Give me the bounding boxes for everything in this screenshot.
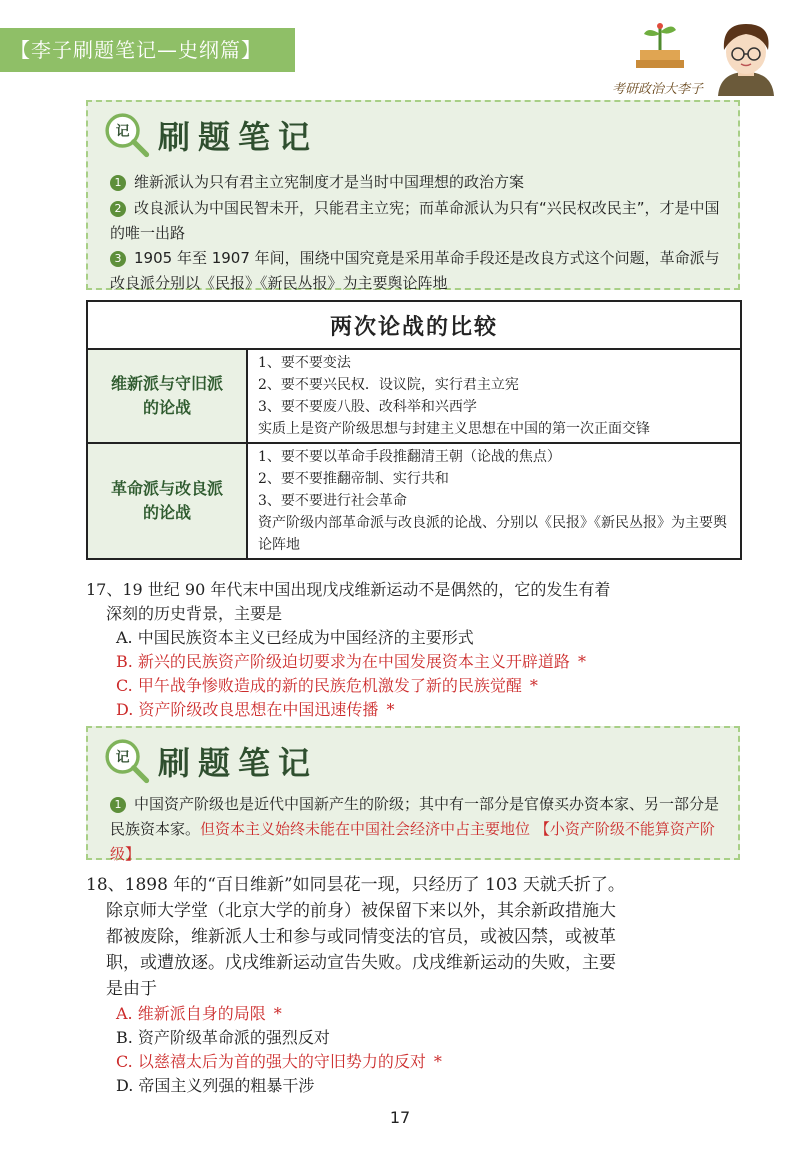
question-stem: 18、1898 年的“百日维新”如同昙花一现，只经历了 103 天就夭折了。 除京师大学堂（北京大学的前身）被保留下来以外，其余新政措施大 都被废除，维新派人士和参与或同情变法的官员，或被囚禁，或被革 职，或遭放逐。戊戌维新运动宣告失败。戊戌维新运动的失败，主要 是由于 [86,875,625,999]
correct-mark: * [577,652,586,671]
question-18 [86,872,746,1098]
option-b[interactable]: B. 资产阶级革命派的强烈反对 [116,1028,330,1047]
correct-mark: * [529,676,538,695]
table-row [87,443,741,559]
note-item: 3 1905 年至 1907 年间，围绕中国究竟是采用革命手段还是改良方式这个问题，革命派与改良派分别以《民报》《新民丛报》为主要舆论阵地 [110,249,720,292]
note-item: 1 维新派认为只有君主立宪制度才是当时中国理想的政治方案 [110,170,722,195]
number-badge: 2 [110,201,126,217]
note-magnifier-icon [98,736,154,784]
row-content: 1、要不要以革命手段推翻清王朝（论战的焦点） 2、要不要推翻帝制、实行共和 3、要不要进行社会革命 资产阶级内部革命派与改良派的论战、分别以《民报》《新民丛报》为主要舆论阵地 [247,443,741,559]
svg-text:记: 记 [115,123,130,140]
bracket-note: 【小资产阶级不能算资产阶级】 [110,820,715,863]
note-box-1 [86,100,740,290]
option-a[interactable]: A. 维新派自身的局限 * [116,1004,282,1023]
header-banner: 【李子刷题笔记—史纲篇】 [0,28,295,72]
option-d[interactable]: D. 帝国主义列强的粗暴干涉 [116,1076,315,1095]
note-title: 刷题笔记 [158,118,319,156]
row-label: 革命派与改良派 的论战 [87,443,247,559]
note-magnifier-icon [98,110,154,158]
question-17 [86,578,746,722]
option-c[interactable]: C. 以慈禧太后为首的强大的守旧势力的反对 * [116,1052,442,1071]
option-c[interactable]: C. 甲午战争惨败造成的新的民族危机激发了新的民族觉醒 * [116,676,538,695]
number-badge: 1 [110,175,126,191]
comparison-table [86,300,742,560]
option-b[interactable]: B. 新兴的民族资产阶级迫切要求为在中国发展资本主义开辟道路 * [116,652,586,671]
row-label: 维新派与守旧派 的论战 [87,349,247,443]
correct-mark: * [273,1004,282,1023]
brand-text: 考研政治大李子 [612,82,704,97]
number-badge: 1 [110,797,126,813]
note-title: 刷题笔记 [158,744,319,782]
note-item: 2 改良派认为中国民智未开，只能君主立宪；而革命派认为只有“兴民权改民主”，才是中国的唯一出路 [110,199,720,242]
note-item: 1 中国资产阶级也是近代中国新产生的阶级；其中有一部分是官僚买办资本家、另一部分是民族资本家。但资本主义始终未能在中国社会经济中占主要地位 【小资产阶级不能算资产阶级】 [110,795,720,863]
option-d[interactable]: D. 资产阶级改良思想在中国迅速传播 * [116,700,395,719]
avatar [712,16,780,96]
number-badge: 3 [110,251,126,267]
table-row [87,349,741,443]
brand-logo-icon [630,20,690,76]
correct-mark: * [433,1052,442,1071]
note-box-2 [86,726,740,863]
question-stem: 17、19 世纪 90 年代末中国出现戊戌维新运动不是偶然的，它的发生有着 深刻的历史背景，主要是 [86,580,611,623]
svg-text:记: 记 [115,749,130,766]
option-a[interactable]: A. 中国民族资本主义已经成为中国经济的主要形式 [116,628,474,647]
row-content: 1、要不要变法 2、要不要兴民权．设议院，实行君主立宪 3、要不要废八股、改科举和兴西学 实质上是资产阶级思想与封建主义思想在中国的第一次正面交锋 [247,349,741,443]
correct-mark: * [386,700,395,719]
table-title: 两次论战的比较 [87,301,741,349]
page-number: 17 [389,1108,411,1127]
